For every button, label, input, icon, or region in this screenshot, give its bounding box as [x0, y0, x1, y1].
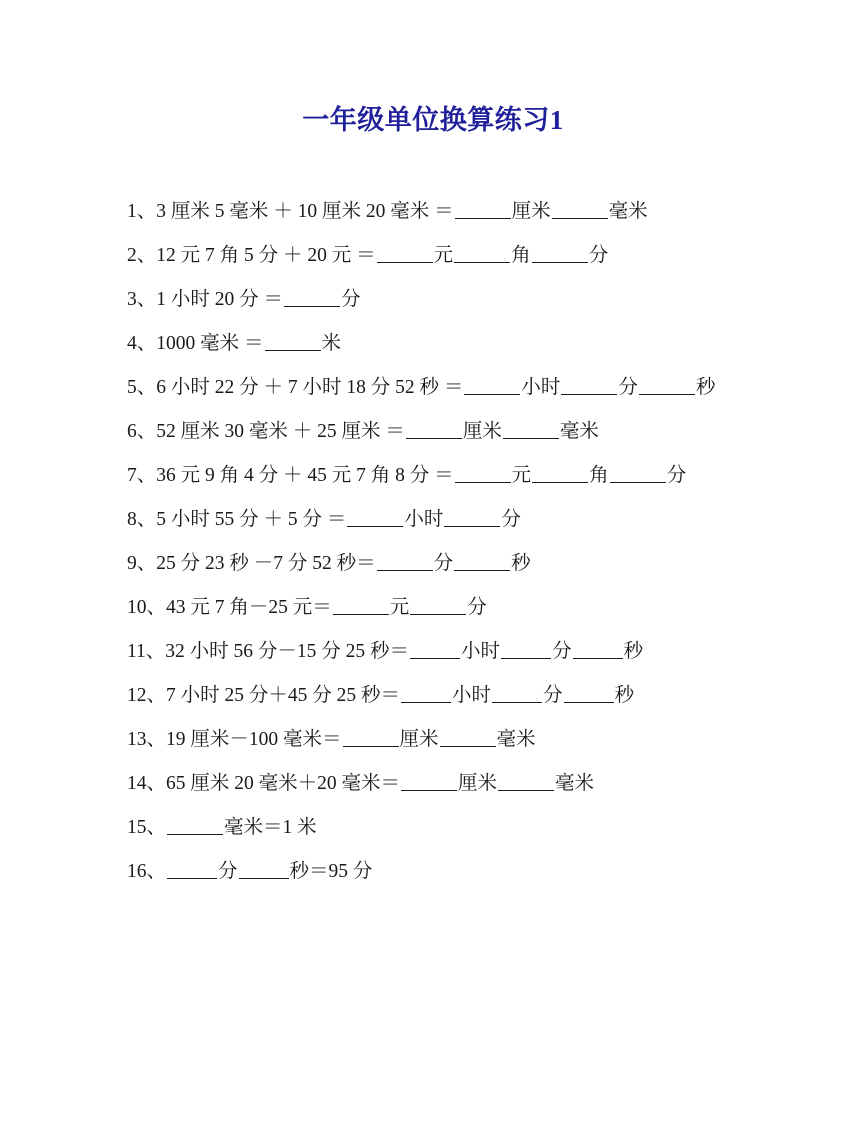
problem-unit-1a: 厘米: [511, 201, 551, 222]
problem-unit-6a: 厘米: [462, 421, 502, 442]
answer-blank[interactable]: [347, 508, 403, 528]
problem-question-9: 25 分 23 秒 －7 分 52 秒＝: [156, 553, 376, 574]
answer-blank[interactable]: [284, 288, 340, 308]
problem-question-14: 65 厘米 20 毫米＋20 毫米＝: [166, 773, 401, 794]
problem-unit-7b: 角: [589, 465, 609, 486]
problem-unit-5b: 分: [618, 377, 638, 398]
answer-blank[interactable]: [455, 200, 511, 220]
problem-unit-13b: 毫米: [496, 729, 536, 750]
problem-item-8: [127, 498, 767, 542]
page-title: 一年级单位换算练习1: [302, 105, 564, 135]
problem-item-9: [127, 542, 767, 586]
problem-number-14: 14、: [127, 773, 167, 794]
problem-item-6: [127, 410, 767, 454]
problem-number-11: 11、: [127, 641, 166, 662]
answer-blank[interactable]: [444, 508, 500, 528]
problem-unit-16b: 秒＝95 分: [289, 861, 373, 882]
answer-blank[interactable]: [498, 772, 554, 792]
answer-blank[interactable]: [532, 464, 588, 484]
problem-question-1: 3 厘米 5 毫米 ＋ 10 厘米 20 毫米 ＝: [156, 201, 454, 222]
answer-blank[interactable]: [333, 596, 389, 616]
problem-question-13: 19 厘米－100 毫米＝: [166, 729, 342, 750]
answer-blank[interactable]: [377, 244, 433, 264]
problem-number-15: 15、: [127, 817, 167, 838]
problem-number-7: 7、: [127, 465, 157, 486]
problem-item-3: [127, 278, 767, 322]
problem-number-10: 10、: [127, 597, 167, 618]
answer-blank[interactable]: [410, 596, 466, 616]
problem-question-11: 32 小时 56 分－15 分 25 秒＝: [165, 641, 410, 662]
answer-blank[interactable]: [492, 684, 542, 704]
answer-blank[interactable]: [532, 244, 588, 264]
problem-unit-9a: 分: [433, 553, 454, 574]
problem-question-6: 52 厘米 30 毫米 ＋ 25 厘米 ＝: [156, 421, 405, 442]
problem-number-1: 1、: [127, 201, 157, 222]
problem-unit-2c: 分: [588, 245, 609, 266]
problem-item-11: [127, 630, 767, 674]
problem-item-7: [127, 454, 767, 498]
problem-number-2: 2、: [127, 245, 157, 266]
answer-blank[interactable]: [573, 640, 623, 660]
answer-blank[interactable]: [401, 772, 457, 792]
problem-question-12: 7 小时 25 分＋45 分 25 秒＝: [166, 685, 401, 706]
problem-item-2: [127, 234, 767, 278]
problem-item-1: [127, 190, 767, 234]
problem-unit-6b: 毫米: [559, 421, 599, 442]
problem-number-9: 9、: [127, 553, 157, 574]
answer-blank[interactable]: [464, 376, 520, 396]
problem-unit-12b: 分: [543, 685, 563, 706]
answer-blank[interactable]: [343, 728, 399, 748]
problem-question-10: 43 元 7 角－25 元＝: [166, 597, 332, 618]
problem-unit-13a: 厘米: [399, 729, 439, 750]
problem-unit-15a: 毫米＝1 米: [224, 817, 317, 838]
problem-question-5: 6 小时 22 分 ＋ 7 小时 18 分 52 秒 ＝: [156, 377, 464, 398]
answer-blank[interactable]: [265, 332, 321, 352]
problem-unit-5c: 秒: [695, 377, 716, 398]
answer-blank[interactable]: [406, 420, 462, 440]
problem-unit-4a: 米: [321, 333, 342, 354]
answer-blank[interactable]: [167, 816, 223, 836]
answer-blank[interactable]: [454, 552, 510, 572]
answer-blank[interactable]: [455, 464, 511, 484]
problem-item-5: [127, 366, 767, 410]
problem-unit-9b: 秒: [511, 553, 531, 574]
problem-unit-16a: 分: [218, 861, 238, 882]
problem-number-4: 4、: [127, 333, 157, 354]
problem-number-16: 16、: [127, 861, 167, 882]
problem-unit-1b: 毫米: [608, 201, 648, 222]
problem-number-8: 8、: [127, 509, 157, 530]
problem-number-3: 3、: [127, 289, 157, 310]
problem-unit-7c: 分: [666, 465, 687, 486]
problem-unit-8b: 分: [501, 509, 521, 530]
answer-blank[interactable]: [440, 728, 496, 748]
problem-unit-14a: 厘米: [458, 773, 498, 794]
problem-number-6: 6、: [127, 421, 157, 442]
problem-unit-2a: 元: [433, 245, 454, 266]
problem-unit-7a: 元: [511, 465, 532, 486]
answer-blank[interactable]: [401, 684, 451, 704]
answer-blank[interactable]: [239, 860, 289, 880]
answer-blank[interactable]: [503, 420, 559, 440]
answer-blank[interactable]: [410, 640, 460, 660]
problem-number-13: 13、: [127, 729, 167, 750]
answer-blank[interactable]: [564, 684, 614, 704]
problem-unit-5a: 小时: [521, 377, 561, 398]
problem-item-15: [127, 806, 767, 850]
problem-number-5: 5、: [127, 377, 157, 398]
answer-blank[interactable]: [561, 376, 617, 396]
problem-question-7: 36 元 9 角 4 分 ＋ 45 元 7 角 8 分 ＝: [156, 465, 454, 486]
problem-item-10: [127, 586, 767, 630]
answer-blank[interactable]: [167, 860, 217, 880]
answer-blank[interactable]: [501, 640, 551, 660]
problem-unit-11b: 分: [552, 641, 572, 662]
problem-unit-11a: 小时: [461, 641, 501, 662]
problem-item-4: [127, 322, 767, 366]
problem-item-13: [127, 718, 767, 762]
problem-question-4: 1000 毫米 ＝: [156, 333, 264, 354]
problem-unit-11c: 秒: [623, 641, 644, 662]
problem-item-16: [127, 850, 767, 894]
problem-item-12: [127, 674, 767, 718]
answer-blank[interactable]: [610, 464, 666, 484]
problem-number-12: 12、: [127, 685, 167, 706]
answer-blank[interactable]: [377, 552, 433, 572]
problem-question-3: 1 小时 20 分 ＝: [156, 289, 284, 310]
problem-unit-12a: 小时: [452, 685, 492, 706]
problem-item-14: [127, 762, 767, 806]
problem-unit-12c: 秒: [614, 685, 635, 706]
problem-unit-3a: 分: [341, 289, 361, 310]
problem-unit-14b: 毫米: [555, 773, 595, 794]
answer-blank[interactable]: [552, 200, 608, 220]
problem-unit-10a: 元: [389, 597, 410, 618]
problem-question-2: 12 元 7 角 5 分 ＋ 20 元 ＝: [156, 245, 376, 266]
problem-unit-2b: 角: [511, 245, 531, 266]
answer-blank[interactable]: [454, 244, 510, 264]
problem-unit-8a: 小时: [404, 509, 444, 530]
problem-question-8: 5 小时 55 分 ＋ 5 分 ＝: [156, 509, 347, 530]
problem-unit-10b: 分: [467, 597, 487, 618]
problem-list: [127, 190, 767, 894]
answer-blank[interactable]: [639, 376, 695, 396]
